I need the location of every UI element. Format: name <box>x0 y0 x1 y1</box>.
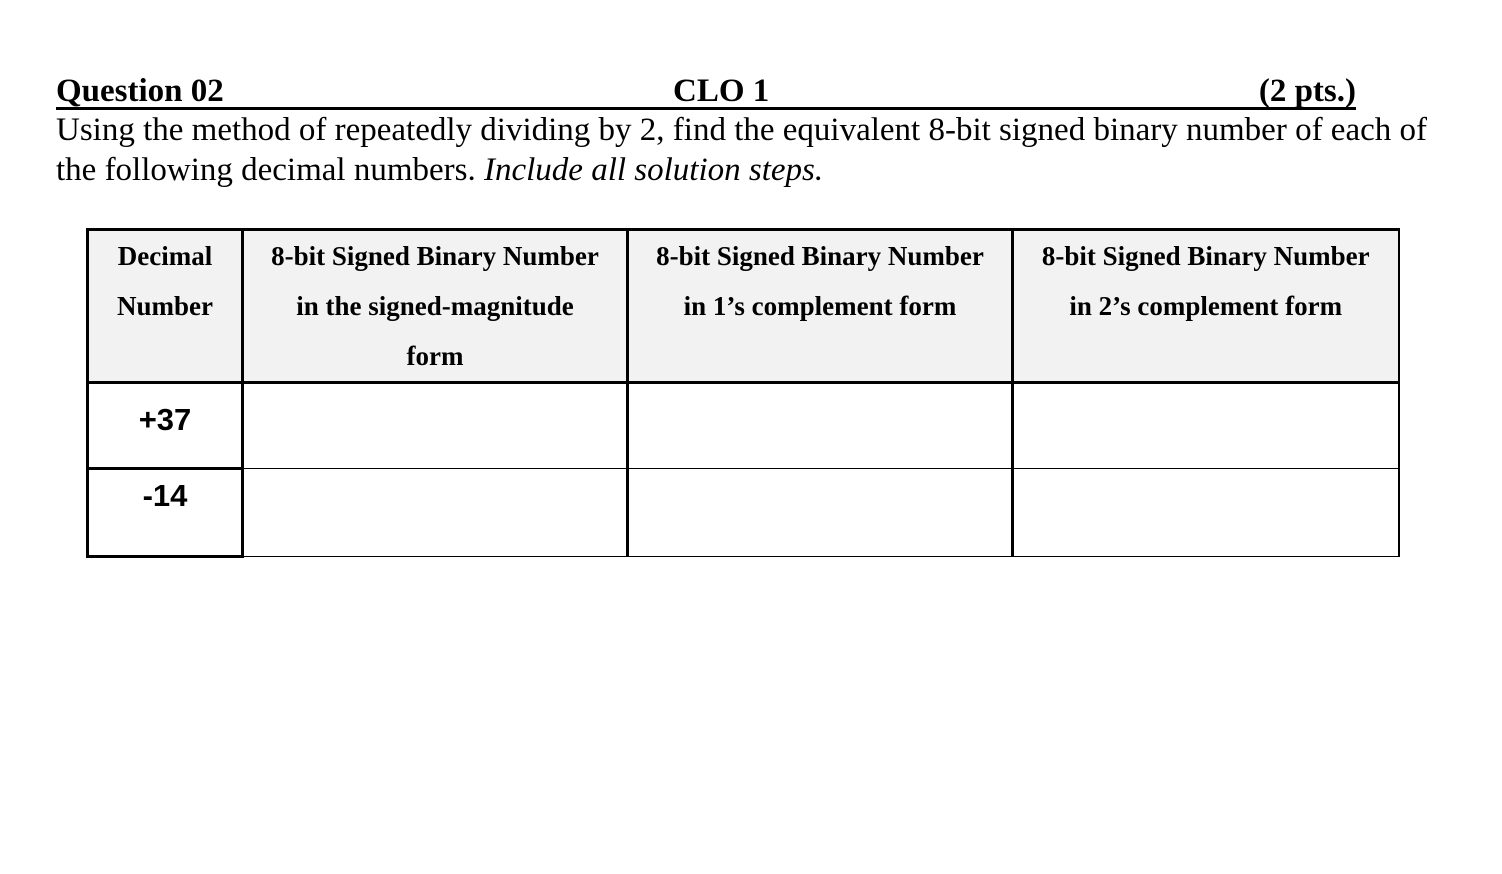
decimal-value: -14 <box>88 469 243 557</box>
header-line: form <box>406 341 464 371</box>
clo-label: CLO 1 <box>673 73 770 109</box>
header-twos-complement <box>1013 230 1399 383</box>
points-label: (2 pts.) <box>1258 73 1356 109</box>
header-line: Number <box>117 291 213 321</box>
signed-magnitude-answer-cell[interactable] <box>243 469 628 557</box>
question-number: Question 02 <box>56 73 224 109</box>
header-line: 8-bit Signed Binary Number <box>1041 241 1370 271</box>
header-signed-magnitude <box>243 230 628 383</box>
header-decimal <box>88 230 243 383</box>
twos-complement-answer-cell[interactable] <box>1013 469 1399 557</box>
table-row <box>88 383 1399 469</box>
signed-magnitude-answer-cell[interactable] <box>243 383 628 469</box>
header-line: 8-bit Signed Binary Number <box>271 241 599 271</box>
question-header <box>56 70 1356 110</box>
prompt-text: Using the method of repeatedly dividing by 2, find the equivalent 8-bit signed binary number of each of the following decimal numbers. <box>56 112 1427 188</box>
table-row <box>88 469 1399 557</box>
ones-complement-answer-cell[interactable] <box>628 469 1013 557</box>
header-line: in 1’s complement form <box>683 291 957 321</box>
decimal-value: +37 <box>88 383 243 469</box>
header-line: 8-bit Signed Binary Number <box>656 241 984 271</box>
ones-complement-answer-cell[interactable] <box>628 383 1013 469</box>
header-line: in 2’s complement form <box>1069 291 1343 321</box>
header-line: in the signed-magnitude <box>296 291 574 321</box>
header-line: Decimal <box>117 241 213 271</box>
table-header-row <box>88 230 1399 383</box>
twos-complement-answer-cell[interactable] <box>1013 383 1399 469</box>
question-prompt <box>56 110 1436 190</box>
header-ones-complement <box>628 230 1013 383</box>
answer-table <box>86 228 1400 558</box>
prompt-emphasis: Include all solution steps. <box>484 152 824 188</box>
